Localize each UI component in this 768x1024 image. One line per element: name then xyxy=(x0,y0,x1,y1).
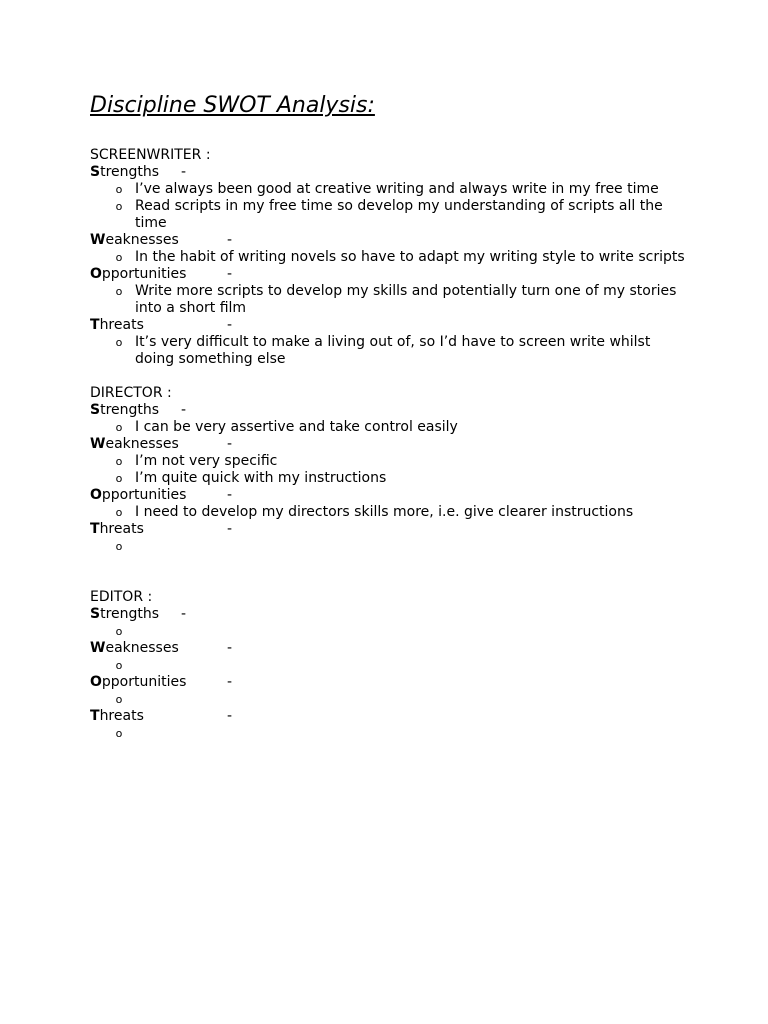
category-opportunities xyxy=(90,266,690,283)
list-item-text: I’m quite quick with my instructions xyxy=(135,470,387,486)
category-label: eaknesses xyxy=(105,640,179,656)
category-label: trengths xyxy=(100,402,160,418)
category-label: pportunities xyxy=(101,266,187,282)
bullet-icon: o xyxy=(115,693,123,706)
list-item xyxy=(90,538,690,555)
category-weaknesses xyxy=(90,436,690,453)
category-initial: O xyxy=(90,487,102,503)
list-item-text: It’s very difficult to make a living out of, so I’d have to screen write whilst doing something else xyxy=(135,334,651,367)
category-initial: T xyxy=(90,317,100,333)
section-spacer xyxy=(90,368,690,385)
category-label: pportunities xyxy=(101,674,187,690)
category-initial: W xyxy=(90,436,106,452)
list-item xyxy=(90,181,690,198)
page-title: Discipline SWOT Analysis: xyxy=(90,93,375,118)
bullet-icon: o xyxy=(115,183,123,196)
category-dash: - xyxy=(227,521,233,537)
category-dash: - xyxy=(227,708,233,724)
category-label: eaknesses xyxy=(105,232,179,248)
bullet-icon: o xyxy=(115,200,123,213)
category-opportunities xyxy=(90,674,690,691)
category-dash: - xyxy=(227,317,233,333)
bullet-icon: o xyxy=(115,336,123,349)
category-initial: T xyxy=(90,521,100,537)
category-initial: W xyxy=(90,640,106,656)
list-item xyxy=(90,691,690,708)
bullet-icon: o xyxy=(115,251,123,264)
category-label: hreats xyxy=(99,708,144,724)
list-item-text: I can be very assertive and take control easily xyxy=(135,419,458,435)
list-item-text: In the habit of writing novels so have to adapt my writing style to write scripts xyxy=(135,249,685,265)
bullet-icon: o xyxy=(115,455,123,468)
category-label: pportunities xyxy=(101,487,187,503)
document-body xyxy=(90,147,690,742)
list-item xyxy=(90,334,690,368)
bullet-icon: o xyxy=(115,421,123,434)
category-strengths xyxy=(90,402,690,419)
category-label: hreats xyxy=(99,521,144,537)
bullet-icon: o xyxy=(115,659,123,672)
category-initial: S xyxy=(90,164,101,180)
list-item-text: I’ve always been good at creative writing and always write in my free time xyxy=(135,181,659,197)
category-initial: S xyxy=(90,606,101,622)
list-item xyxy=(90,470,690,487)
category-dash: - xyxy=(181,402,187,418)
section-heading-screenwriter: SCREENWRITER : xyxy=(90,147,211,163)
list-item xyxy=(90,623,690,640)
list-item-text: I need to develop my directors skills more, i.e. give clearer instructions xyxy=(135,504,634,520)
category-initial: O xyxy=(90,266,102,282)
list-item xyxy=(90,249,690,266)
list-item xyxy=(90,419,690,436)
list-item-text: Read scripts in my free time so develop my understanding of scripts all the time xyxy=(135,198,663,231)
category-initial: S xyxy=(90,402,101,418)
bullet-icon: o xyxy=(115,506,123,519)
category-threats xyxy=(90,521,690,538)
bullet-icon: o xyxy=(115,472,123,485)
section-heading-editor: EDITOR : xyxy=(90,589,153,605)
bullet-icon: o xyxy=(115,625,123,638)
category-strengths xyxy=(90,164,690,181)
category-dash: - xyxy=(227,232,233,248)
category-dash: - xyxy=(227,266,233,282)
bullet-icon: o xyxy=(115,727,123,740)
category-label: trengths xyxy=(100,606,160,622)
category-label: hreats xyxy=(99,317,144,333)
category-initial: W xyxy=(90,232,106,248)
category-label: eaknesses xyxy=(105,436,179,452)
category-weaknesses xyxy=(90,640,690,657)
list-item xyxy=(90,198,690,232)
bullet-icon: o xyxy=(115,540,123,553)
list-item xyxy=(90,504,690,521)
bullet-icon: o xyxy=(115,285,123,298)
list-item xyxy=(90,283,690,317)
list-item-text: I’m not very specific xyxy=(135,453,278,469)
category-dash: - xyxy=(227,436,233,452)
category-weaknesses xyxy=(90,232,690,249)
section-spacer xyxy=(90,555,690,589)
section-heading-director: DIRECTOR : xyxy=(90,385,172,401)
category-initial: T xyxy=(90,708,100,724)
category-dash: - xyxy=(227,640,233,656)
category-strengths xyxy=(90,606,690,623)
category-threats xyxy=(90,317,690,334)
category-threats xyxy=(90,708,690,725)
category-initial: O xyxy=(90,674,102,690)
list-item-text: Write more scripts to develop my skills and potentially turn one of my stories into a short film xyxy=(135,283,677,316)
category-dash: - xyxy=(227,674,233,690)
category-dash: - xyxy=(181,606,187,622)
category-dash: - xyxy=(227,487,233,503)
category-label: trengths xyxy=(100,164,160,180)
category-dash: - xyxy=(181,164,187,180)
list-item xyxy=(90,657,690,674)
list-item xyxy=(90,453,690,470)
list-item xyxy=(90,725,690,742)
category-opportunities xyxy=(90,487,690,504)
